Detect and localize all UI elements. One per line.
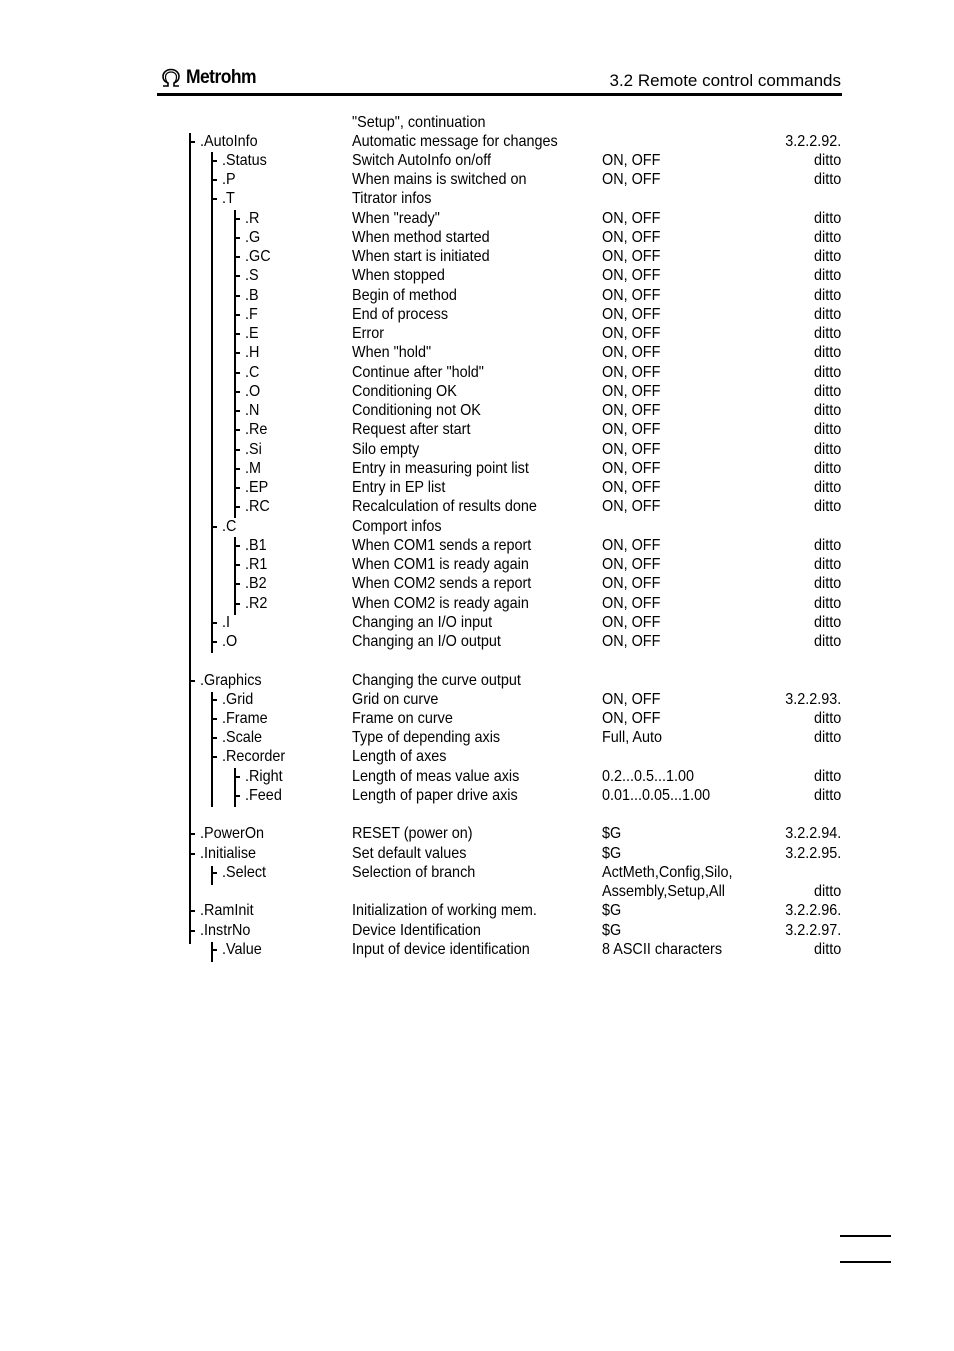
- command-description: Changing an I/O output: [352, 633, 501, 650]
- command-name: .C: [245, 364, 260, 381]
- command-range: ON, OFF: [602, 498, 661, 515]
- command-range: ON, OFF: [602, 575, 661, 592]
- command-range: ON, OFF: [602, 460, 661, 477]
- command-description: Begin of method: [352, 287, 457, 304]
- command-range: ON, OFF: [602, 229, 661, 246]
- table-row: [0, 228, 954, 247]
- command-name: .G: [245, 229, 261, 246]
- section-reference: ditto: [813, 325, 841, 342]
- section-reference: ditto: [813, 441, 841, 458]
- command-description: Length of paper drive axis: [352, 787, 518, 804]
- command-description: When stopped: [352, 267, 445, 284]
- table-row: [0, 632, 954, 651]
- table-row: [0, 844, 954, 863]
- command-name: .I: [222, 614, 231, 631]
- command-range: ON, OFF: [602, 633, 661, 650]
- command-name: .Status: [222, 152, 267, 169]
- command-description: Type of depending axis: [352, 729, 501, 746]
- command-description: Initialization of working mem.: [352, 902, 537, 919]
- command-description: When COM1 sends a report: [352, 537, 532, 554]
- command-description: End of process: [352, 306, 449, 323]
- table-row: [0, 113, 954, 132]
- command-range: 0.2...0.5...1.00: [602, 768, 695, 785]
- command-range: ON, OFF: [602, 325, 661, 342]
- command-name: .R2: [245, 595, 268, 612]
- table-row: [0, 324, 954, 343]
- command-description: When COM2 is ready again: [352, 595, 529, 612]
- command-name: .C: [222, 518, 237, 535]
- section-reference: ditto: [813, 883, 841, 900]
- section-reference: ditto: [813, 787, 841, 804]
- command-description: Silo empty: [352, 441, 420, 458]
- command-range: ON, OFF: [602, 383, 661, 400]
- command-name: .RC: [245, 498, 270, 515]
- command-name: .EP: [245, 479, 269, 496]
- section-reference: ditto: [813, 287, 841, 304]
- command-description: Frame on curve: [352, 710, 453, 727]
- command-description: Changing an I/O input: [352, 614, 493, 631]
- command-range: ON, OFF: [602, 691, 661, 708]
- section-reference: ditto: [813, 344, 841, 361]
- table-row: [0, 382, 954, 401]
- table-row: [0, 767, 954, 786]
- command-name: .P: [222, 171, 236, 188]
- footer-rule-top: [840, 1235, 891, 1237]
- command-name: .B1: [245, 537, 267, 554]
- command-range: ON, OFF: [602, 210, 661, 227]
- command-description: When method started: [352, 229, 490, 246]
- command-name: .GC: [245, 248, 271, 265]
- command-description: Automatic message for changes: [352, 133, 558, 150]
- command-name: .Initialise: [200, 845, 257, 862]
- omega-logo-icon: [160, 68, 182, 88]
- section-reference: ditto: [813, 537, 841, 554]
- footer-rule-bottom: [840, 1261, 891, 1263]
- section-title: 3.2 Remote control commands: [609, 71, 841, 90]
- command-description: Recalculation of results done: [352, 498, 537, 515]
- section-reference: ditto: [813, 479, 841, 496]
- command-range: ON, OFF: [602, 364, 661, 381]
- section-reference: ditto: [813, 633, 841, 650]
- table-row: [0, 401, 954, 420]
- table-row: [0, 305, 954, 324]
- command-name: .O: [222, 633, 238, 650]
- table-row: [0, 343, 954, 362]
- command-name: .Select: [222, 864, 267, 881]
- section-reference: ditto: [813, 229, 841, 246]
- section-reference: 3.2.2.95.: [784, 845, 841, 862]
- table-row: [0, 728, 954, 747]
- section-reference: ditto: [813, 152, 841, 169]
- table-row: [0, 497, 954, 516]
- command-range: ActMeth,Config,Silo,: [602, 864, 733, 881]
- command-description: Length of meas value axis: [352, 768, 520, 785]
- command-name: .InstrNo: [200, 922, 251, 939]
- command-description: Conditioning OK: [352, 383, 457, 400]
- table-row: [0, 517, 954, 536]
- command-range: ON, OFF: [602, 479, 661, 496]
- command-range: ON, OFF: [602, 710, 661, 727]
- section-reference: 3.2.2.96.: [784, 902, 841, 919]
- section-reference: ditto: [813, 556, 841, 573]
- command-name: .AutoInfo: [200, 133, 258, 150]
- command-name: .Graphics: [200, 672, 262, 689]
- table-row: [0, 209, 954, 228]
- command-range: ON, OFF: [602, 441, 661, 458]
- section-reference: ditto: [813, 210, 841, 227]
- command-description: Switch AutoInfo on/off: [352, 152, 492, 169]
- command-range: ON, OFF: [602, 344, 661, 361]
- command-name: .Frame: [222, 710, 268, 727]
- command-name: .B: [245, 287, 259, 304]
- table-row: [0, 709, 954, 728]
- table-row: [0, 921, 954, 940]
- table-row: [0, 420, 954, 439]
- command-description: Changing the curve output: [352, 672, 521, 689]
- command-name: .S: [245, 267, 259, 284]
- table-row: [0, 747, 954, 766]
- section-reference: ditto: [813, 941, 841, 958]
- section-reference: ditto: [813, 710, 841, 727]
- metrohm-logo: [160, 66, 262, 90]
- section-reference: ditto: [813, 729, 841, 746]
- section-reference: ditto: [813, 595, 841, 612]
- command-description: Entry in measuring point list: [352, 460, 529, 477]
- section-reference: 3.2.2.92.: [784, 133, 841, 150]
- command-description: Set default values: [352, 845, 467, 862]
- command-range: Assembly,Setup,All: [602, 883, 725, 900]
- command-range: ON, OFF: [602, 614, 661, 631]
- command-description: Device Identification: [352, 922, 481, 939]
- section-reference: ditto: [813, 460, 841, 477]
- table-row: [0, 459, 954, 478]
- command-description: When "hold": [352, 344, 432, 361]
- command-range: ON, OFF: [602, 152, 661, 169]
- command-range: $G: [602, 845, 622, 862]
- table-row: [0, 189, 954, 208]
- command-name: .H: [245, 344, 260, 361]
- table-row: [0, 671, 954, 690]
- command-range: ON, OFF: [602, 595, 661, 612]
- table-row: [0, 151, 954, 170]
- command-description: "Setup", continuation: [352, 114, 486, 131]
- command-name: .O: [245, 383, 261, 400]
- command-name: .R1: [245, 556, 268, 573]
- command-description: Length of axes: [352, 748, 447, 765]
- command-description: Grid on curve: [352, 691, 439, 708]
- command-range: Full, Auto: [602, 729, 663, 746]
- section-reference: ditto: [813, 768, 841, 785]
- command-name: .Feed: [245, 787, 282, 804]
- command-description: Error: [352, 325, 385, 342]
- table-row: [0, 574, 954, 593]
- table-row: [0, 266, 954, 285]
- section-reference: ditto: [813, 248, 841, 265]
- command-range: $G: [602, 902, 622, 919]
- command-description: When mains is switched on: [352, 171, 527, 188]
- command-description: Comport infos: [352, 518, 442, 535]
- command-range: ON, OFF: [602, 171, 661, 188]
- command-description: Selection of branch: [352, 864, 476, 881]
- command-name: .Recorder: [222, 748, 286, 765]
- command-description: When COM2 sends a report: [352, 575, 532, 592]
- command-name: .F: [245, 306, 258, 323]
- table-row: [0, 613, 954, 632]
- command-name: .Value: [222, 941, 262, 958]
- command-name: .Re: [245, 421, 268, 438]
- table-row: [0, 286, 954, 305]
- section-reference: ditto: [813, 575, 841, 592]
- command-range: ON, OFF: [602, 537, 661, 554]
- command-description: Continue after "hold": [352, 364, 484, 381]
- command-description: Conditioning not OK: [352, 402, 481, 419]
- command-range: ON, OFF: [602, 306, 661, 323]
- section-reference: ditto: [813, 306, 841, 323]
- table-row: [0, 882, 954, 901]
- table-row: [0, 940, 954, 959]
- table-row: [0, 690, 954, 709]
- command-name: .M: [245, 460, 262, 477]
- section-reference: ditto: [813, 421, 841, 438]
- command-name: .R: [245, 210, 260, 227]
- command-range: ON, OFF: [602, 267, 661, 284]
- command-name: .N: [245, 402, 260, 419]
- section-reference: 3.2.2.94.: [784, 825, 841, 842]
- command-name: .Si: [245, 441, 262, 458]
- command-name: .PowerOn: [200, 825, 265, 842]
- command-name: .Grid: [222, 691, 254, 708]
- command-description: Entry in EP list: [352, 479, 446, 496]
- command-description: Titrator infos: [352, 190, 432, 207]
- table-row: [0, 536, 954, 555]
- command-range: ON, OFF: [602, 421, 661, 438]
- command-name: .RamInit: [200, 902, 254, 919]
- table-row: [0, 363, 954, 382]
- header-rule: [157, 93, 842, 96]
- command-range: 8 ASCII characters: [602, 941, 723, 958]
- command-name: .T: [222, 190, 235, 207]
- table-row: [0, 863, 954, 882]
- command-description: When "ready": [352, 210, 440, 227]
- section-reference: ditto: [813, 402, 841, 419]
- section-reference: 3.2.2.97.: [784, 922, 841, 939]
- table-row: [0, 247, 954, 266]
- command-range: $G: [602, 825, 622, 842]
- command-range: ON, OFF: [602, 402, 661, 419]
- table-row: [0, 786, 954, 805]
- command-description: RESET (power on): [352, 825, 473, 842]
- table-row: [0, 440, 954, 459]
- logo-text: Metrohm: [186, 67, 256, 88]
- command-description: When start is initiated: [352, 248, 490, 265]
- section-reference: ditto: [813, 364, 841, 381]
- table-row: [0, 170, 954, 189]
- table-row: [0, 594, 954, 613]
- command-description: Request after start: [352, 421, 471, 438]
- command-description: When COM1 is ready again: [352, 556, 529, 573]
- section-reference: ditto: [813, 267, 841, 284]
- command-name: .Scale: [222, 729, 263, 746]
- table-row: [0, 901, 954, 920]
- command-description: Input of device identification: [352, 941, 530, 958]
- table-row: [0, 824, 954, 843]
- command-name: .E: [245, 325, 259, 342]
- section-reference: ditto: [813, 383, 841, 400]
- section-reference: 3.2.2.93.: [784, 691, 841, 708]
- table-row: [0, 478, 954, 497]
- command-range: ON, OFF: [602, 287, 661, 304]
- table-row: [0, 132, 954, 151]
- command-range: 0.01...0.05...1.00: [602, 787, 711, 804]
- command-name: .B2: [245, 575, 267, 592]
- section-reference: ditto: [813, 171, 841, 188]
- command-range: ON, OFF: [602, 248, 661, 265]
- command-range: $G: [602, 922, 622, 939]
- section-reference: ditto: [813, 498, 841, 515]
- section-reference: ditto: [813, 614, 841, 631]
- command-name: .Right: [245, 768, 283, 785]
- command-range: ON, OFF: [602, 556, 661, 573]
- table-row: [0, 555, 954, 574]
